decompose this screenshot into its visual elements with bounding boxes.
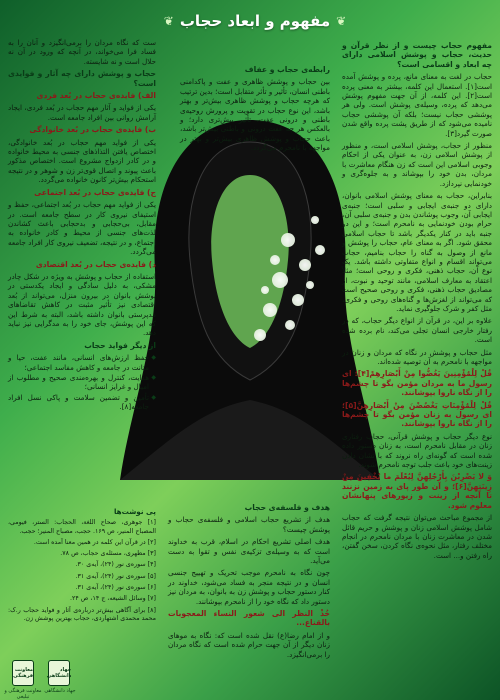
paragraph: مثل حجاب و پوشش در نگاه که مردان و زنان در مواجهه با نامحرم به آن توصیه شده‌اند. <box>342 347 492 366</box>
paragraph: استفاده از حجاب و پوشش به ویژه در شکل چادر مشکی، به دلیل سادگی و ایجاد یکدستی در پوشش بانوان در بیرون منزل، می‌تواند از بُعد اقتصادی نیز تأثیر مثبت در کاهش تقاضاهای مدپرستی بانوان داشته باشد، البته به شرط این که این پوشش، جای خود را به مدگرایی نیز نباید دهد. <box>8 271 156 338</box>
logo-caption: جهاد دانشگاهی <box>44 688 76 694</box>
paragraph: یکی از فواید و آثار مهم حجاب در بُعد فردی، ایجاد آرامش روانی بین افراد جامعه است. <box>8 103 156 122</box>
paragraph: یکی از فواید مهم حجاب در بُعد اجتماعی، حفظ و استیفای نیروی کار در سطح جامعه است. در مقابل، بی‌حجابی و بدحجابی باعث کشاندن لذت‌های جنسی از محیط و کادر خانواده به اجتماع، و در نتیجه، تضعیف نیروی کار افراد جامعه می‌گردد. <box>8 200 156 257</box>
paragraph: علاوه بر این، در قرآن از انواع دیگر حجاب، که در رفتار خارجی انسان تجلی می‌کند، نام برده شده است. <box>342 316 492 345</box>
references <box>8 505 156 626</box>
reference-item: [۵] سوره‌ی نور (۲۴)، آیه‌ی ۳۱. <box>75 572 156 580</box>
subheading: ب) فایده‌ی حجاب در بُعد خانوادگی <box>29 125 156 135</box>
list-item: ◆ حفظ ارزش‌های انسانی، مانند عفت، حیا و متانت در جامعه و کاهش مفاسد اجتماعی؛ <box>8 353 156 372</box>
paragraph: از مجموع مباحث می‌توان نتیجه گرفت که حجاب شامل پوشش اسلامی زنان و پوشش و حریم قائل شدن در معاشرت زنان با مردان نامحرم در انجام مختلف رفتار، مثل نحوه‌ی نگاه کردن، سخن گفتن، راه رفتن و... است. <box>342 513 492 560</box>
reference-item: [۱] جوهری، صحاح اللغة، الحجاب: الستر، فیومی، المصباح المنیر، ص ۱۶۹. حجب، مصباح المنیر؛ حجب. <box>8 519 156 535</box>
institution-logo: معاونت فرهنگی <box>12 660 34 686</box>
section-heading: رابطه‌ی حجاب و عفاف <box>244 65 330 74</box>
references-heading: پی نوشت‌ها <box>113 507 156 516</box>
paragraph: بین حجاب و پوشش ظاهری و عفت و پاکدامنی باطنی انسان، تأثیر و تأثر متقابل است؛ بدین ترتیب که هرچه حجاب و پوشش ظاهری بیش‌تر و بهتر باشد، این نوع حجاب در تقویت و پرورش روحیه‌ی باطنی و درونی عفت، تأثیر بیش‌تری دارد؛ و بالعکس هر چه عفت درونی و باطنی بیش‌تر باشد، باعث حجاب و پوشش ظاهری بیش‌تر و بهتر در مواجهه با نامحرم می‌گردد. <box>180 77 330 153</box>
verse: قُلْ لِلْمُؤْمِنَاتِ یَغْضُضْنَ مِنْ أَبْصَارِهِنَّ[۵]؛ ای رسول به زنان مؤمن بگو تا چشم‌ها را از نگاه ناروا بپوشانند. <box>342 400 492 429</box>
section-heading: هدف و فلسفه‌ی حجاب <box>244 503 330 512</box>
reference-item: [۲] در قرآن این کلمه در همین معنا آمده است. <box>33 538 156 546</box>
reference-item: [۷] وسائل الشیعه، ج ۱۴، ص ۲۴. <box>70 595 156 603</box>
question-heading: مفهوم حجاب چیست و از نظر قرآن و حدیث، حجاب و پوشش اسلامی دارای چه ابعاد و اقسامی است؟ <box>342 41 492 69</box>
top-middle-section <box>180 62 330 156</box>
page-title: مفهوم و ابعاد حجاب <box>179 12 331 30</box>
paragraph: ست که نگاه مردان را برمی‌انگیزد و آنان را به فساد فرا می‌خواند، در آنچه که ورود در آن نه حلال است و نه شایسته. <box>8 38 156 66</box>
paragraph: و از امام رضا(ع) نقل شده است که: نگاه به موهای زنان دیگر از آن جهت حرام شده است که نگاه مردان را برمی‌انگیزد. <box>168 630 330 659</box>
subheading: د) فایده‌ی حجاب در بُعد اقتصادی <box>35 259 156 269</box>
list-item: ◆ هدایت، کنترل و بهره‌مندی صحیح و مطلوب از امیال و غرایز انسانی؛ <box>8 373 156 392</box>
left-column <box>8 38 156 413</box>
paragraph: نوع دیگر حجاب و پوشش قرآنی، حجاب رفتاری زنان در مقابل نامحرم است، به زنان دستور داده شده است که گونه‌ای راه نروند که با نشان دادن زینت‌های خود باعث جلب توجه نامحرم شوند. <box>342 431 492 470</box>
leaf-icon: ❦ <box>336 14 347 28</box>
hadith: خُذْ النظر الى شعور النساء المعجوبات بالقناع... <box>168 609 330 628</box>
logo-caption: معاونت فرهنگی و تبلیغی <box>4 688 42 700</box>
list-item: ◆ تأمین و تضمین سلامت و پاکی نسل افراد جامعه[۸]. <box>8 393 156 412</box>
subheading: الف) فایده‌ی حجاب در بُعد فردی <box>36 91 156 101</box>
reference-item: [۶] سوره‌ی نور (۲۴)، آیه‌ی ۳۱. <box>75 584 156 592</box>
verse: وَ لا یَضْرِبْنَ بِأَرْجُلِهِنَّ لِیُعْلَمَ ما یُخْفِینَ مِنْ زِینَتِهِنَّ[۶]؛ و آن طور پای به زمین نزنند تا آنچه از زینت و زیورهای پنهانشان معلوم شود. <box>342 472 492 510</box>
jahad-logo: جهاد دانشگاهی <box>48 660 70 686</box>
verse: قُلْ لِلْمُؤْمِنِینَ یَغُضُّوا مِنْ أَبْصَارِهِمْ[۴]؛ ای رسول ما به مردان مؤمن بگو تا چشم‌ها را از نگاه ناروا بپوشانند. <box>342 369 493 398</box>
paragraph: هدف اصلی تشریع احکام در اسلام، قرب به خداوند است که به وسیله‌ی تزکیه‌ی نفس و تقوا به دست می‌آید. <box>168 537 330 566</box>
subheading: ج) فایده‌ی حجاب در بُعد اجتماعی <box>34 187 156 197</box>
right-column <box>342 38 492 563</box>
reference-item: [۳] مطهری، مسئله‌ی حجاب، ص ۷۸. <box>60 550 156 558</box>
reference-item: [۸] برای آگاهی بیش‌تر درباره‌ی آثار و فواید حجاب ر.ک: محمد محمدی اشتهاردی، حجاب بهترین پوشش زن. <box>8 606 156 622</box>
section-heading: از دیگر فواید حجاب <box>84 340 156 350</box>
reference-item: [۴] سوره‌ی نور (۲۴)، آیه‌ی ۳۰. <box>75 561 156 569</box>
leaf-icon: ❦ <box>163 14 174 28</box>
section-heading: حجاب و پوشش دارای چه آثار و فوایدی است؟ <box>8 69 156 88</box>
paragraph: چون نگاه به نامحرم موجب تحریک و تهییج جنسی انسان و در نتیجه منجر به فساد می‌شود، خداوند در کنار دستور حجاب و پوشش زن به بانوان، به مردان نیز دستور داد که نگاه خود را از نامحرم بپوشانند. <box>168 568 330 606</box>
paragraph: یکی از فواید مهم حجاب در بُعد خانوادگی، اختصاص یافتن التذاذهای جنسی به محیط خانواده و در کادر ازدواج مشروع است. اختصاص مذکور باعث پیوند و اتصال قوی‌تر زن و شوهر و در نتیجه استحکام بیش‌تر کانون خانواده می‌گردد. <box>8 137 156 185</box>
paragraph: منظور از حجاب، پوشش اسلامی است، و منظور از پوشش اسلامی زن، به عنوان یکی از احکام وجوبی اسلامی این است که زن هنگام معاشرت با مردان، بدن خود را بپوشاند و به جلوه‌گری و خودنمایی نپردازد. <box>342 141 492 188</box>
paragraph: بنابراین، حجاب به معنای پوشش اسلامی بانوان، دارای دو جنبه‌ی ایجابی و سلبی است؛ جنبه‌ی ایجابی آن، وجوب پوشاندن بدن و جنبه‌ی سلبی آن، حرام بودن خودنمایی به نامحرم است؛ و این دو جنبه باید در کنار یکدیگر باشد تا حجاب اسلامی محقق شود. اگر به معنای عام، حجاب را پوشش و مانع از وصول به گناه را حجاب بنامیم، حجاب می‌تواند اقسام و انواع متفاوتی داشته باشد. یک نوع آن، حجاب ذهنی، فکری و روحی است؛ مثلاً اعتقاد به معارف اسلامی، مانند توحید و نبوت، از مصادیق حجاب ذهنی، فکری و روحی صحیح است که می‌تواند از لغزش‌ها و گناه‌های روحی و فکری، مثل کفر و شرک جلوگیری نماید. <box>342 191 492 313</box>
title-bar <box>150 8 360 34</box>
paragraph: هدف از تشریع حجاب اسلامی و فلسفه‌ی حجاب و پوشش چیست؟ <box>168 515 330 534</box>
paragraph: حجاب در لغت به معنای مانع، پرده و پوشش آمده است[۱]. استعمال این کلمه، بیشتر به معنی پرده است[۲]. این کلمه، از آن جهت مفهوم پوشش می‌دهد که پرده، وسیله‌ی پوشش است. ولی هر پوششی حجاب نیست؛ بلکه آن پوششی حجاب نامیده می‌شود که از طریق پشت پرده واقع شدن صورت گیرد[۳]. <box>342 72 492 138</box>
bottom-middle-section <box>168 500 330 662</box>
